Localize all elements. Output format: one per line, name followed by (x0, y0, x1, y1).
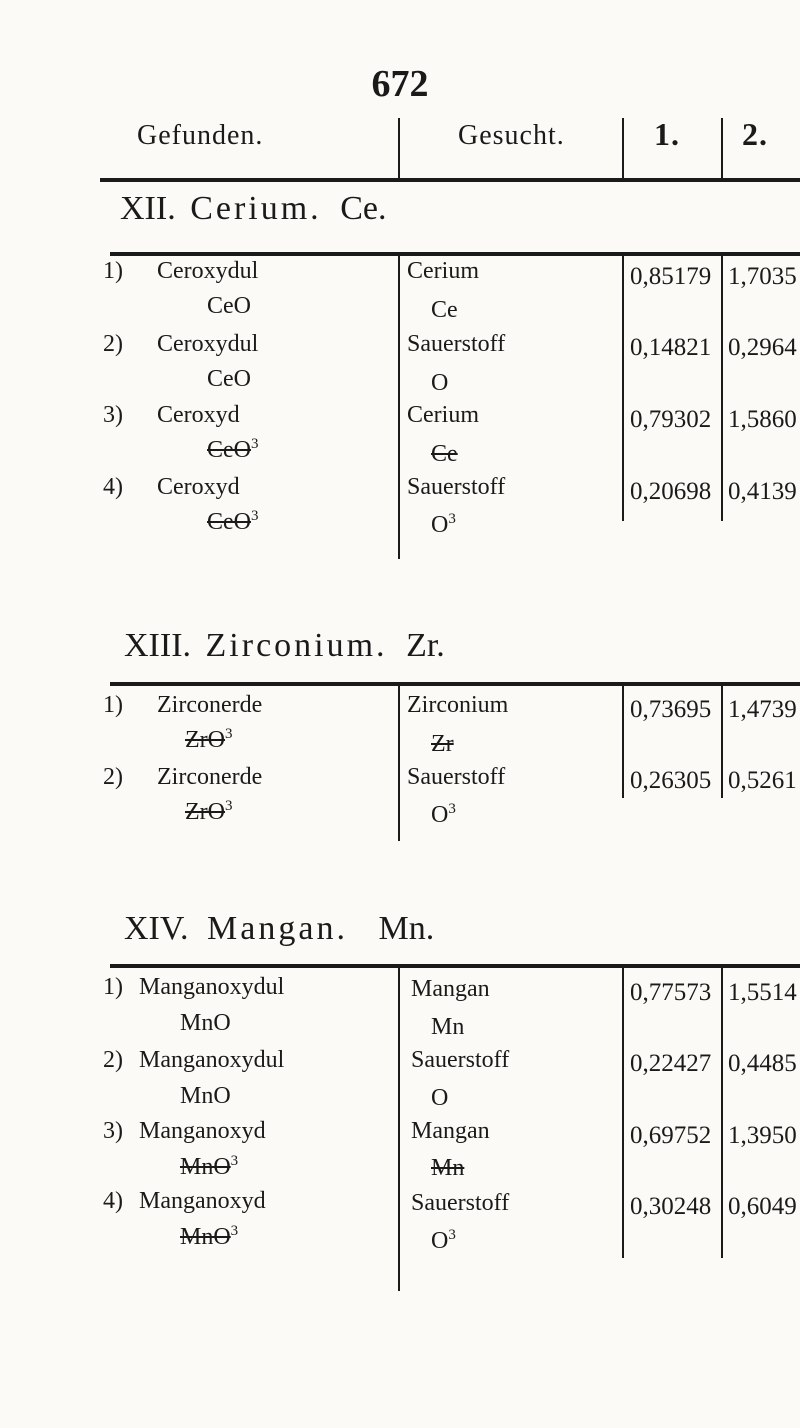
header-divider (721, 118, 723, 178)
value-2: 0,6049 (728, 1193, 797, 1220)
sought-formula: $O^3$ (431, 1227, 456, 1254)
found-substance: Ceroxydul (157, 331, 259, 357)
value-2: 1,5860 (728, 406, 797, 433)
found-substance: Manganoxyd (139, 1188, 266, 1214)
row-index: 3) (103, 1118, 123, 1144)
value-1: 0,14821 (630, 334, 712, 361)
value-1: 0,69752 (630, 1122, 712, 1149)
section-symbol: Mn. (378, 910, 435, 947)
row-index: 2) (103, 764, 123, 790)
value-1: 0,85179 (630, 263, 712, 290)
section-symbol: Zr. (406, 627, 445, 664)
header-divider (398, 118, 400, 178)
page-number: 672 (371, 63, 429, 105)
value-2: 1,3950 (728, 1122, 797, 1149)
sought-substance: Sauerstoff (407, 474, 506, 500)
value-1: 0,22427 (630, 1050, 712, 1077)
row-index: 3) (103, 402, 123, 428)
column-divider (721, 256, 723, 521)
section-numeral: XII. (120, 190, 176, 227)
section-name: Mangan. (207, 910, 348, 947)
sought-substance: Mangan (411, 1118, 490, 1144)
sought-formula: $O^3$ (431, 511, 456, 538)
value-2: 1,4739 (728, 696, 797, 723)
header-divider (622, 118, 624, 178)
value-2: 1,7035 (728, 263, 797, 290)
value-2: 1,5514 (728, 979, 797, 1006)
sought-substance: Mangan (411, 976, 490, 1002)
section-symbol: Ce. (340, 190, 387, 227)
sought-formula: Mn (431, 1014, 465, 1040)
row-index: 2) (103, 1047, 123, 1073)
section-title (124, 910, 434, 948)
found-formula: MnO$^3$ (180, 1223, 239, 1250)
sought-substance: Sauerstoff (407, 764, 506, 790)
value-1: 0,26305 (630, 767, 712, 794)
header-col-2: 2. (742, 116, 768, 152)
found-formula: CeO (207, 366, 251, 392)
found-substance: Manganoxydul (139, 974, 285, 1000)
section-title (124, 627, 445, 665)
row-index: 1) (103, 692, 123, 718)
value-1: 0,30248 (630, 1193, 712, 1220)
column-divider (721, 686, 723, 798)
row-index: 1) (103, 258, 123, 284)
row-index: 1) (103, 974, 123, 1000)
section-rule (110, 682, 800, 686)
column-divider (622, 686, 624, 798)
value-1: 0,79302 (630, 406, 712, 433)
found-substance: Manganoxydul (139, 1047, 285, 1073)
value-1: 0,77573 (630, 979, 712, 1006)
section-rule (110, 964, 800, 968)
section-name: Zirconium. (205, 627, 388, 664)
found-substance: Manganoxyd (139, 1118, 266, 1144)
column-divider (622, 968, 624, 1258)
found-substance: Ceroxyd (157, 402, 240, 428)
column-divider (721, 968, 723, 1258)
value-2: 0,2964 (728, 334, 797, 361)
column-divider (622, 256, 624, 521)
section-title (120, 190, 386, 228)
sought-substance: Sauerstoff (407, 331, 506, 357)
column-divider (398, 686, 400, 841)
found-substance: Zirconerde (157, 692, 263, 718)
found-formula: ZrO$^3$ (185, 726, 233, 753)
sought-substance: Cerium (407, 402, 479, 428)
column-divider (398, 256, 400, 559)
value-2: 0,4139 (728, 478, 797, 505)
header-rule (100, 178, 800, 182)
found-formula: CeO (207, 293, 251, 319)
sought-substance: Cerium (407, 258, 479, 284)
sought-formula: Ce (431, 297, 458, 323)
sought-formula: Mn (431, 1155, 465, 1181)
found-formula: MnO (180, 1010, 231, 1036)
value-2: 0,4485 (728, 1050, 797, 1077)
header-sought: Gesucht. (458, 120, 565, 151)
row-index: 4) (103, 474, 123, 500)
value-1: 0,20698 (630, 478, 712, 505)
sought-formula: O (431, 1085, 449, 1111)
section-rule (110, 252, 800, 256)
value-1: 0,73695 (630, 696, 712, 723)
section-numeral: XIII. (124, 627, 192, 664)
sought-substance: Sauerstoff (411, 1190, 510, 1216)
found-substance: Ceroxyd (157, 474, 240, 500)
sought-formula: O (431, 370, 449, 396)
section-numeral: XIV. (124, 910, 189, 947)
header-found: Gefunden. (137, 120, 264, 151)
header-col-1: 1. (654, 116, 680, 152)
section-name: Cerium. (190, 190, 322, 227)
found-formula: CeO$^3$ (207, 508, 259, 535)
row-index: 2) (103, 331, 123, 357)
found-substance: Ceroxydul (157, 258, 259, 284)
row-index: 4) (103, 1188, 123, 1214)
sought-formula: Ce (431, 441, 458, 467)
found-formula: MnO$^3$ (180, 1153, 239, 1180)
sought-formula: $O^3$ (431, 801, 456, 828)
sought-substance: Sauerstoff (411, 1047, 510, 1073)
found-formula: ZrO$^3$ (185, 798, 233, 825)
column-divider (398, 968, 400, 1291)
value-2: 0,5261 (728, 767, 797, 794)
sought-substance: Zirconium (407, 692, 509, 718)
sought-formula: Zr (431, 731, 454, 757)
found-formula: CeO$^3$ (207, 436, 259, 463)
found-substance: Zirconerde (157, 764, 263, 790)
found-formula: MnO (180, 1083, 231, 1109)
